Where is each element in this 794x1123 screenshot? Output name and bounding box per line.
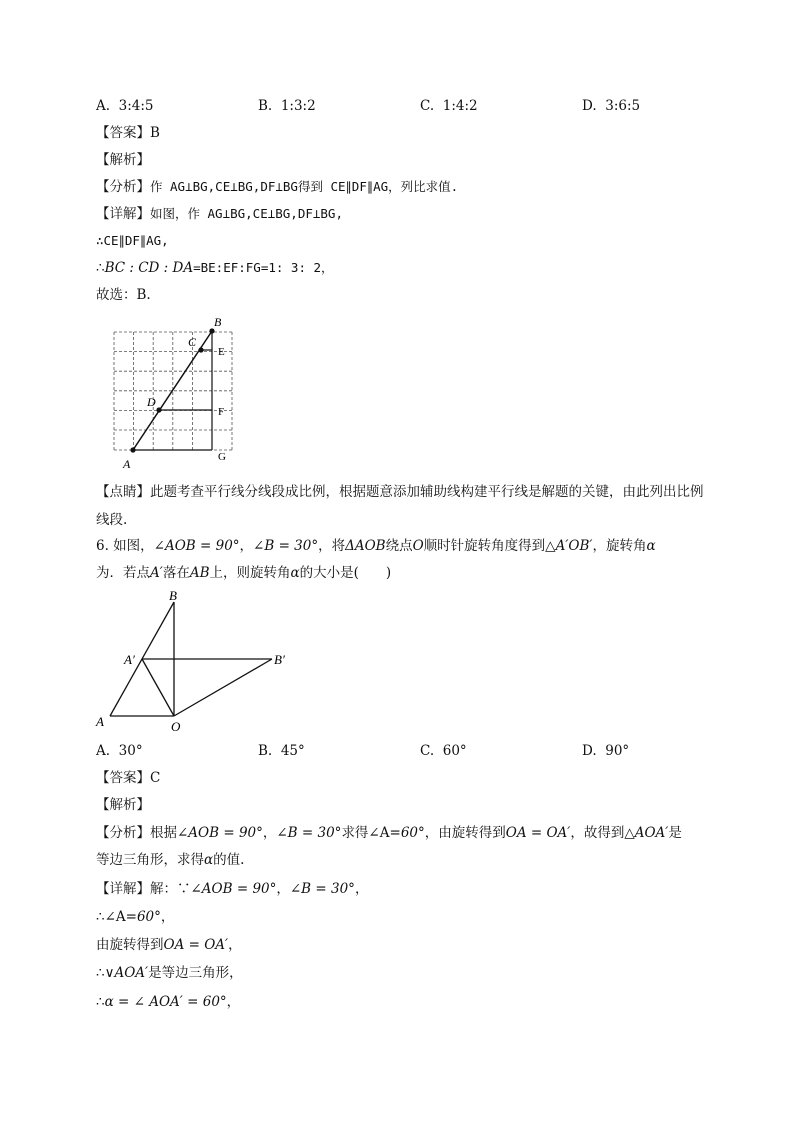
option-text: 1:3:2 [280,98,316,114]
q5-dianjing: 【点睛】此题考查平行线分线段成比例，根据题意添加辅助线构建平行线是解题的关键，由此列出比例线段. [96,484,704,528]
q6-step-4: ∴α = ∠ AOA′ = 60°， [96,994,241,1010]
label-g: G [218,451,226,463]
q6-step-1: ∴∠A=60°， [96,909,175,925]
label-c: C [188,335,197,349]
q6-option-d: D. 90° [582,743,630,759]
segment-ob1 [174,659,272,716]
q6-step-2: 由旋转得到OA = OA′， [96,937,242,953]
q6-rotation-figure [90,588,300,736]
q5-grid-figure [106,314,246,472]
q6-stem-line-2: 为．若点A′落在AB上，则旋转角α的大小是( ) [96,565,392,581]
q6-option-b: B. 45° [258,743,305,759]
q5-conclusion: 故选：B. [96,287,151,303]
label-b: B [169,588,177,603]
point-b [209,328,214,333]
point-a [130,447,135,452]
label-a-prime: A′ [124,652,135,667]
q6-stem-line-1: 6. 如图，∠AOB = 90°，∠B = 30°，将ΔAOB绕点O顺时针旋转角度得到△A′OB′，旋转角α [96,538,656,554]
q5-option-d: D. 3:6:5 [582,98,641,114]
q6-step-3: ∴∨AOA′是等边三角形， [96,965,243,981]
label-b: B [214,315,222,329]
label-f: F [218,406,225,418]
label-a: A [123,457,131,471]
point-d [156,407,161,412]
q5-analysis-heading: 【解析】 [96,152,150,168]
option-text: 3:6:5 [605,98,641,114]
q5-option-c: C. 1:4:2 [420,98,478,114]
q5-answer: 【答案】B [96,125,160,141]
q6-xiangjie: 【详解】解：∵∠AOB = 90°，∠B = 30°， [96,881,369,897]
segment-a1o [142,659,174,716]
q6-option-c: C. 60° [420,743,467,759]
q5-step-1: ∴CE∥DF∥AG, [96,233,169,248]
label-a: A [96,714,104,729]
q5-option-b: B. 1:3:2 [258,98,316,114]
option-text: 90° [605,743,630,759]
label-d: D [147,395,156,409]
label-o: O [171,719,181,734]
q6-fenxi-line-2: 等边三角形，求得α的值. [96,852,245,868]
q6-fenxi-line-1: 【分析】根据∠AOB = 90°，∠B = 30°求得∠A=60°，由旋转得到OA = OA′，故得到△AOA′是 [96,825,682,841]
label-e: E [218,346,225,358]
q6-answer: 【答案】C [96,770,161,786]
point-c [198,347,203,352]
q6-analysis-heading: 【解析】 [96,797,150,813]
option-text: 45° [280,743,305,759]
option-text: 30° [118,743,143,759]
q5-xiangjie: 【详解】如图，作 AG⊥BG,CE⊥BG,DF⊥BG, [96,206,343,222]
option-text: 60° [442,743,467,759]
q5-fenxi: 【分析】作 AG⊥BG,CE⊥BG,DF⊥BG得到 CE∥DF∥AG，列比求值. [96,179,459,195]
q5-step-2: ∴BC : CD : DA=BE:EF:FG=1: 3: 2， [96,260,334,276]
option-text: 3:4:5 [118,98,154,114]
q6-option-a: A. 30° [96,743,143,759]
option-text: 1:4:2 [442,98,478,114]
q5-option-a: A. 3:4:5 [96,98,154,114]
label-b-prime: B′ [274,652,285,667]
